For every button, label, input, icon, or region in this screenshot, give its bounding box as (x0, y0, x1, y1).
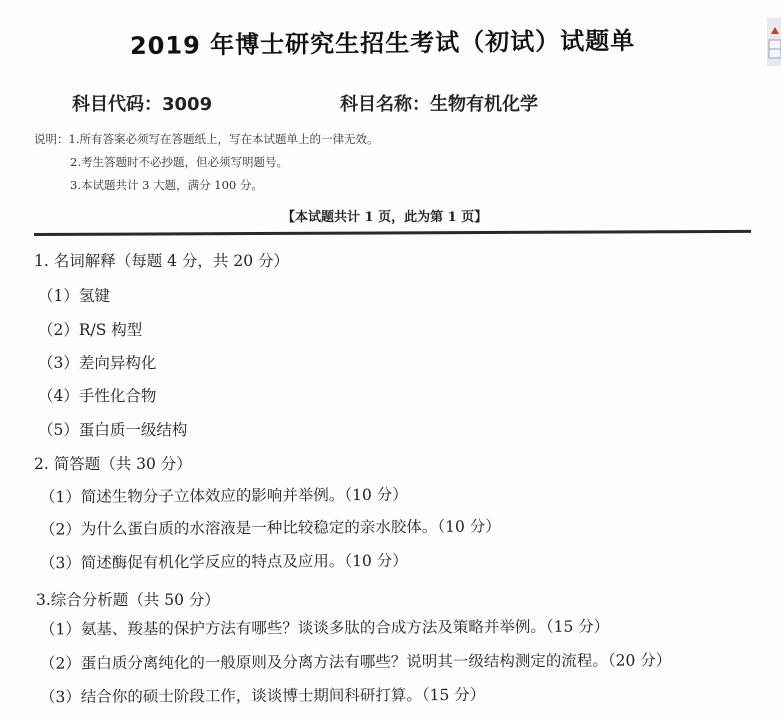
question-item: （2）为什么蛋白质的水溶液是一种比较稳定的亲水胶体。（10 分） (39, 517, 501, 539)
instructions (34, 128, 378, 197)
question-item: （2）R/S 构型 (38, 321, 143, 339)
section-heading: 1. 名词解释（每题 4 分，共 20 分） (34, 252, 290, 270)
section-heading: 2. 简答题（共 30 分） (34, 455, 192, 473)
exam-title: 2019 年博士研究生招生考试（初试）试题单 (129, 26, 636, 60)
instruction-line: 说明：1.所有答案必须写在答题纸上，写在本试题单上的一律无效。 (34, 132, 379, 146)
question-item: （3）差向异构化 (38, 354, 157, 372)
instruction-line: 3.本试题共计 3 大题，满分 100 分。 (70, 178, 263, 192)
question-item: （5）蛋白质一级结构 (38, 421, 188, 439)
question-item: （1）氢键 (38, 287, 110, 305)
question-item: （1）氨基、羧基的保护方法有哪些？谈谈多肽的合成方法及策略并举例。（15 分） (39, 617, 610, 639)
question-item: （3）结合你的硕士阶段工作，谈谈博士期间科研打算。（15 分） (39, 685, 486, 707)
question-item: （3）简述酶促有机化学反应的特点及应用。（10 分） (39, 551, 408, 573)
question-item: （4）手性化合物 (38, 387, 157, 405)
divider (34, 230, 751, 236)
instruction-line: 2.考生答题时不必抄题，但必须写明题号。 (70, 155, 288, 169)
section-heading: 3.综合分析题（共 50 分） (36, 591, 220, 609)
question-item: （1）简述生物分子立体效应的影响并举例。（10 分） (39, 485, 408, 507)
subject-name: 科目名称：生物有机化学 (340, 94, 538, 115)
page-count-note: 【本试题共计 1 页，此为第 1 页】 (282, 210, 488, 225)
question-item: （2）蛋白质分离纯化的一般原则及分离方法有哪些？说明其一级结构测定的流程。（20 分） (39, 651, 672, 673)
window-edge-icon (767, 18, 781, 66)
subject-code: 科目代码：3009 (72, 94, 213, 115)
